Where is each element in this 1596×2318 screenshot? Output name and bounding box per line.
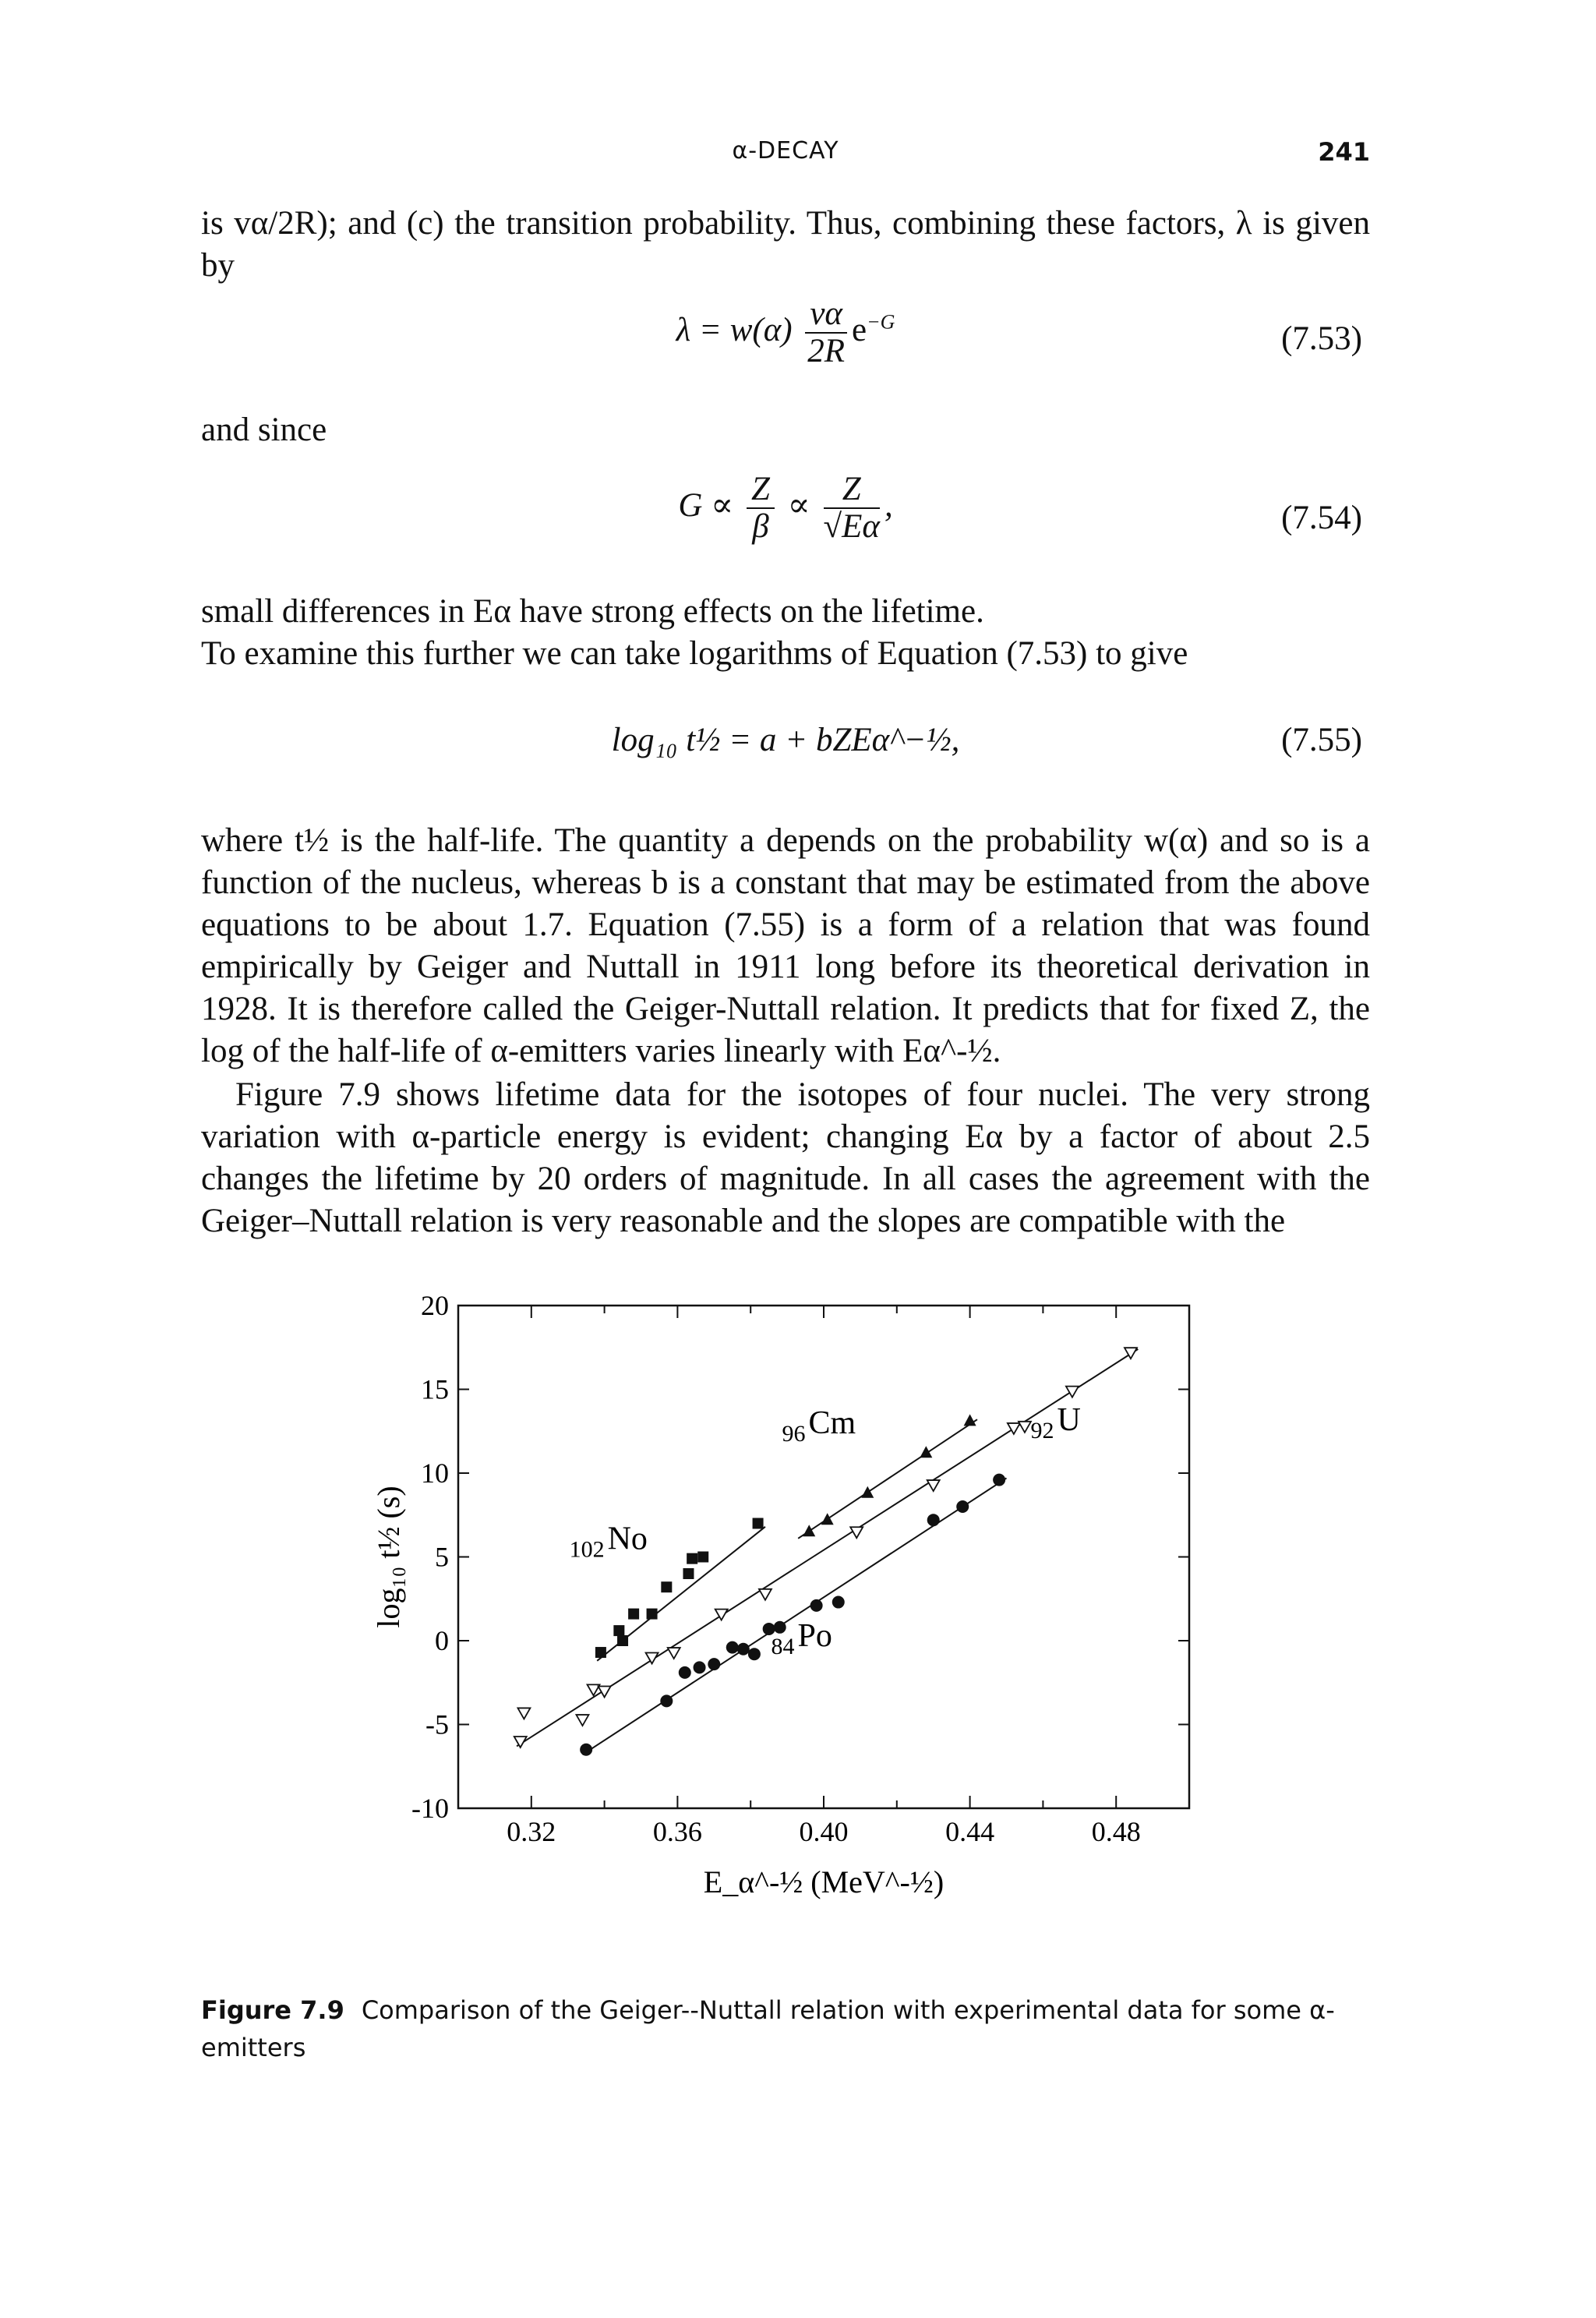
data-point-circle: [810, 1599, 823, 1612]
x-tick-label: 0.36: [652, 1816, 702, 1847]
eq-numerator: Z: [747, 472, 775, 509]
y-tick-label: 10: [421, 1458, 449, 1489]
series-label-element: Po: [797, 1618, 832, 1655]
series-label-number: 84: [771, 1634, 795, 1660]
data-point-square: [628, 1609, 639, 1620]
equation-number: (7.55): [1281, 722, 1362, 758]
data-point-circle: [580, 1744, 592, 1756]
y-tick-label: 0: [435, 1625, 449, 1656]
x-tick-label: 0.48: [1091, 1816, 1141, 1847]
eq-proportional: ∝: [787, 486, 810, 524]
geiger-nuttall-chart: [366, 1286, 1247, 1972]
data-point-circle: [956, 1500, 969, 1513]
eq-exp-base: e: [852, 311, 867, 348]
caption-text: Comparison of the Geiger--Nuttall relation with experimental data for some α-emitters: [201, 1995, 1335, 2062]
data-point-open-triangle: [576, 1715, 588, 1726]
series-label-element: No: [607, 1521, 648, 1557]
equation-body: [201, 472, 1370, 545]
data-point-circle: [708, 1658, 720, 1670]
page-header: [201, 137, 1370, 176]
equation-number: (7.53): [1281, 320, 1362, 357]
y-axis-label: log₁₀ t½ (s): [371, 1486, 406, 1628]
x-tick-label: 0.40: [799, 1816, 849, 1847]
eq-fraction-2: [824, 472, 880, 545]
x-tick-label: 0.44: [945, 1816, 995, 1847]
data-point-circle: [748, 1648, 761, 1660]
fit-line: [582, 1478, 1006, 1754]
paragraph-intro: is vα/2R); and (c) the transition probability. Thus, combining these factors, λ is given by: [201, 205, 1370, 284]
figure-7-9: [366, 1286, 1247, 1972]
data-point-circle: [726, 1641, 739, 1654]
data-point-circle: [679, 1666, 691, 1679]
eq-exponent: −G: [867, 310, 895, 334]
data-point-triangle: [861, 1486, 874, 1498]
data-point-circle: [660, 1694, 673, 1707]
y-tick-label: 15: [421, 1373, 449, 1405]
equation-body: log₁₀ t½ = a + bZEα^−½,: [611, 722, 960, 758]
data-point-circle: [832, 1596, 845, 1609]
equation-body: [201, 296, 1370, 369]
data-point-square: [613, 1625, 624, 1636]
equation-7-55: [201, 721, 1370, 791]
y-tick-label: -5: [425, 1708, 449, 1740]
page-number: 241: [1318, 137, 1370, 167]
x-axis-label: E_α^-½ (MeV^-½): [703, 1864, 945, 1899]
data-point-square: [661, 1581, 672, 1592]
eq-comma: ,: [884, 486, 893, 524]
eq-numerator: vα: [805, 296, 847, 334]
eq-denominator: 2R: [807, 333, 846, 369]
caption-label: Figure 7.9: [201, 1995, 344, 2025]
eq-denominator: √Eα: [823, 508, 880, 545]
data-point-open-triangle: [517, 1708, 530, 1719]
data-point-triangle: [920, 1446, 932, 1458]
paragraph-small-differences: small differences in Eα have strong effects on the lifetime.: [201, 593, 984, 630]
eq-lhs: λ = w(α): [676, 311, 793, 348]
eq-denominator: β: [752, 508, 769, 545]
data-point-triangle: [964, 1414, 976, 1426]
data-point-open-triangle: [598, 1687, 611, 1698]
eq-fraction: [805, 296, 847, 369]
data-point-open-triangle: [668, 1648, 680, 1659]
data-point-square: [687, 1553, 697, 1564]
data-point-square: [697, 1552, 708, 1563]
y-tick-label: 5: [435, 1541, 449, 1573]
series-label-number: 92: [1030, 1417, 1054, 1443]
data-point-open-triangle: [927, 1480, 940, 1491]
y-tick-label: -10: [411, 1793, 449, 1824]
equation-7-53: [201, 295, 1370, 369]
figure-caption: [201, 1991, 1370, 2066]
data-point-open-triangle: [1019, 1422, 1031, 1433]
data-point-open-triangle: [1008, 1423, 1020, 1434]
data-point-triangle: [803, 1525, 815, 1536]
data-point-open-triangle: [759, 1589, 772, 1600]
data-point-circle: [927, 1514, 940, 1526]
eq-lhs: G ∝: [678, 486, 734, 524]
data-point-square: [647, 1609, 658, 1620]
y-tick-label: 20: [421, 1290, 449, 1321]
data-point-triangle: [821, 1513, 834, 1525]
data-point-square: [683, 1568, 694, 1579]
series-label-number: 102: [569, 1536, 605, 1563]
eq-fraction-1: [747, 472, 775, 545]
series-label-element: Cm: [808, 1405, 856, 1442]
data-point-circle: [774, 1621, 786, 1634]
running-title: α-DECAY: [732, 137, 839, 164]
data-point-square: [753, 1518, 764, 1529]
data-point-circle: [737, 1643, 750, 1655]
data-point-open-triangle: [1066, 1387, 1079, 1398]
data-point-circle: [694, 1661, 706, 1673]
paragraph-figure-discussion: Figure 7.9 shows lifetime data for the isotopes of four nuclei. The very strong variation with α-particle energy is evident; changing Eα by a factor of about 2.5 changes the lifetime by 20 orders of magnitude. In all cases the agreement with the Geiger–Nuttall relation is very reasonable and the slopes are compatible with the: [201, 1076, 1370, 1239]
data-point-square: [595, 1647, 606, 1658]
paragraph-logarithms: To examine this further we can take logarithms of Equation (7.53) to give: [201, 635, 1188, 672]
series-label-number: 96: [782, 1421, 806, 1447]
equation-number: (7.54): [1281, 500, 1362, 536]
x-tick-label: 0.32: [507, 1816, 556, 1847]
plot-frame: [458, 1306, 1189, 1808]
series-label-element: U: [1057, 1401, 1081, 1438]
paragraph-half-life: where t½ is the half-life. The quantity a depends on the probability w(α) and so is a function of the nucleus, whereas b is a constant that may be estimated from the above equations to be about 1.7. Equation (7.55) is a form of a relation that was found empirically by Geiger and Nuttall in 1911 long before its theoretical derivation in 1928. It is therefore called the Geiger-Nuttall relation. It predicts that for fixed Z, the log of the half-life of α-emitters varies linearly with Eα^-½.: [201, 822, 1370, 1069]
data-point-circle: [993, 1474, 1005, 1486]
eq-numerator: Z: [824, 472, 880, 509]
equation-7-54: [201, 471, 1370, 545]
data-point-square: [617, 1635, 628, 1646]
paragraph-and-since: and since: [201, 412, 327, 448]
